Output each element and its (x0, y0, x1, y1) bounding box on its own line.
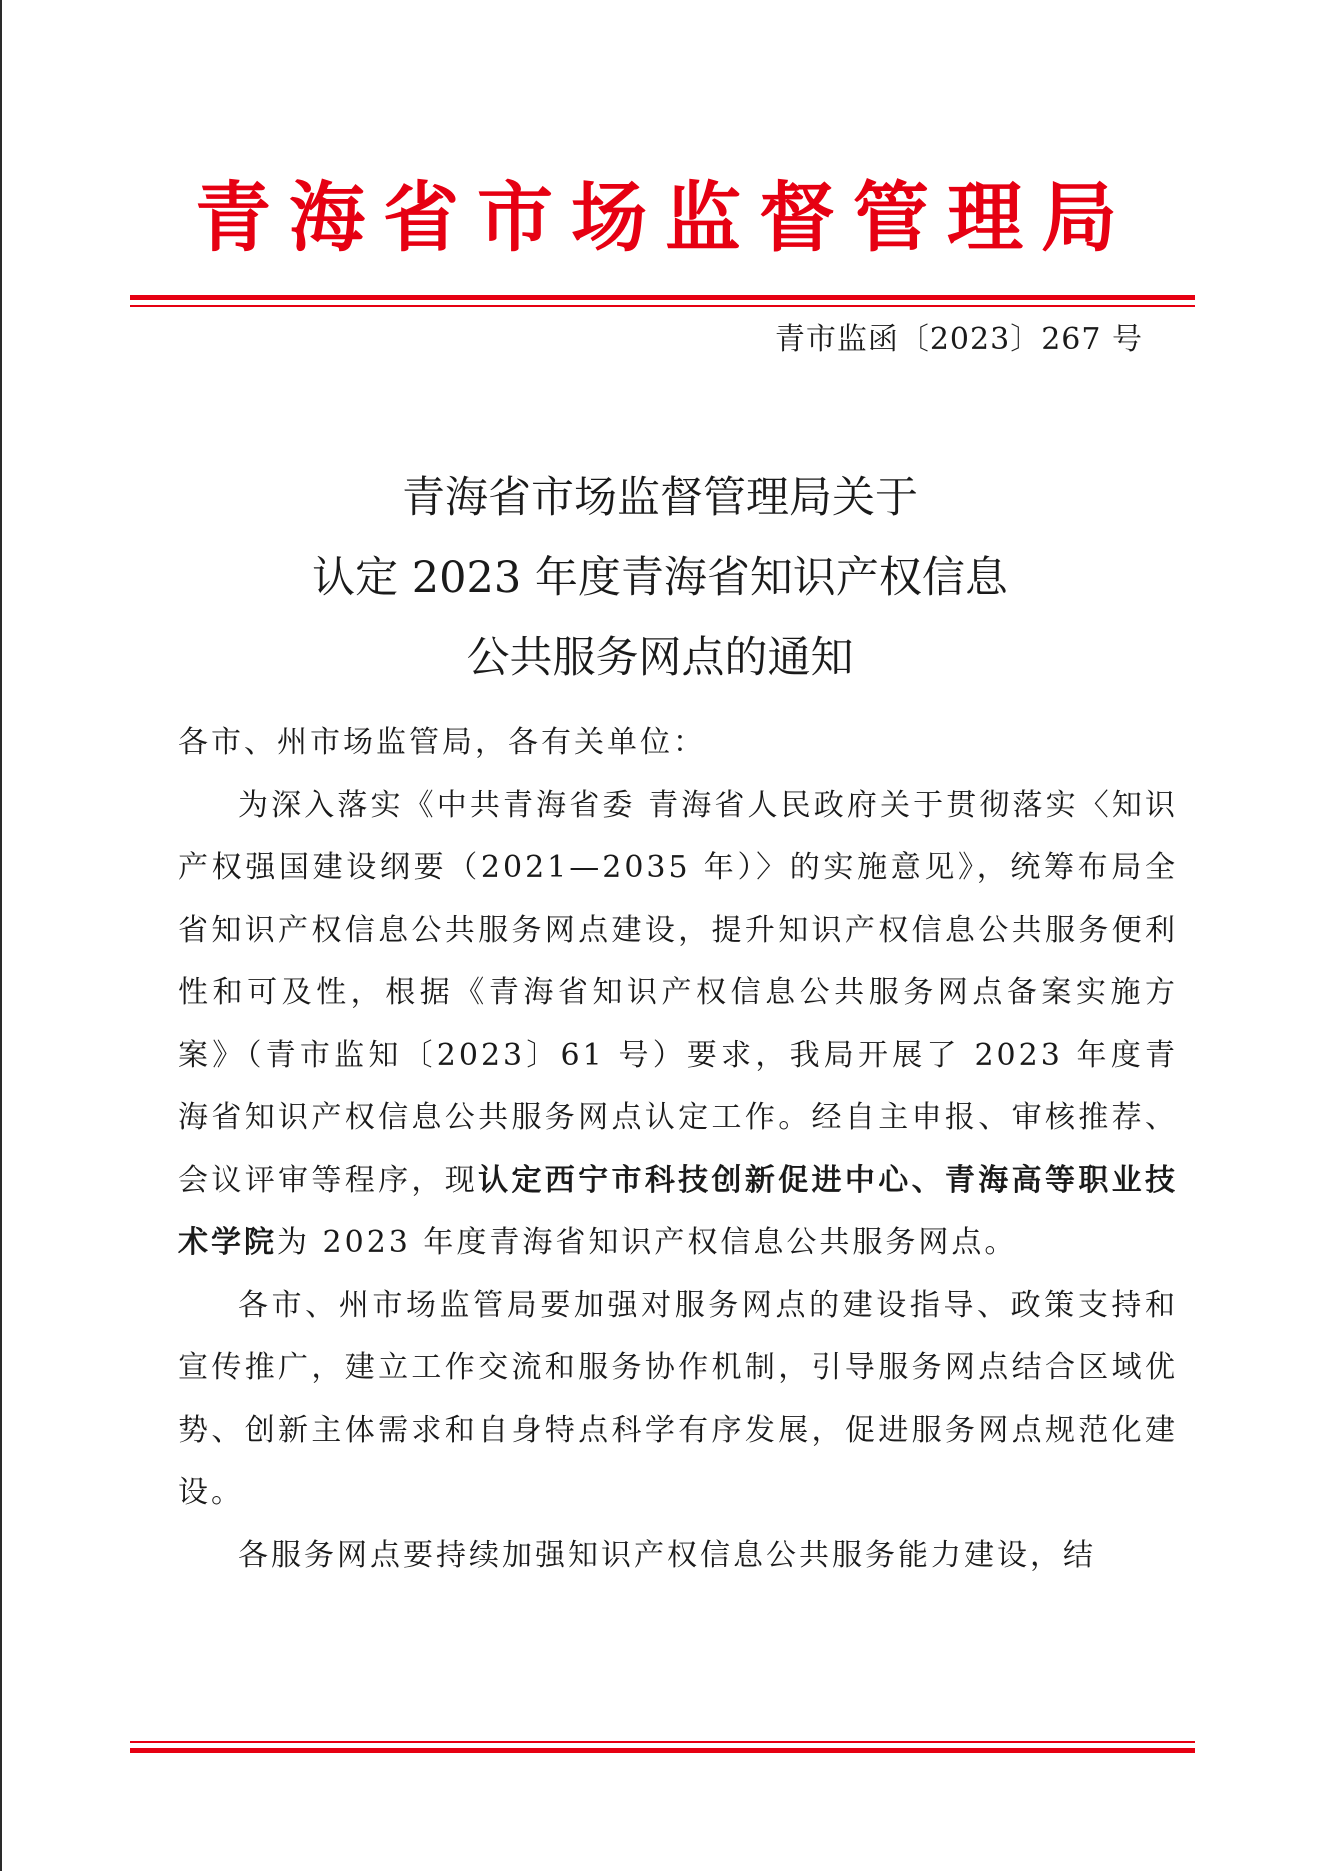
paragraph-1-text-end: 为 2023 年度青海省知识产权信息公共服务网点。 (277, 1225, 1018, 1260)
issuer-header: 青海省市场监督管理局 (195, 173, 1135, 262)
footer-rule-thick (130, 1748, 1195, 1753)
title-line-2: 认定 2023 年度青海省知识产权信息 (312, 553, 1008, 603)
paragraph-1 (178, 775, 1178, 1275)
document-number: 青市监函〔2023〕267 号 (774, 322, 1143, 357)
header-rule-thin (130, 305, 1195, 307)
paragraph-3: 各服务网点要持续加强知识产权信息公共服务能力建设，结 (238, 1537, 1096, 1573)
header-rule-thick (130, 295, 1195, 300)
document-body (178, 712, 1178, 1587)
paragraph-2: 各市、州市场监管局要加强对服务网点的建设指导、政策支持和宣传推广，建立工作交流和服务协作机制，引导服务网点结合区域优势、创新主体需求和自身特点科学有序发展，促进服务网点规范化建设。 (178, 1287, 1178, 1510)
title-line-3: 公共服务网点的通知 (466, 633, 854, 683)
salutation: 各市、州市场监管局，各有关单位： (178, 725, 706, 760)
document-title (130, 458, 1190, 698)
paragraph-1-bold-text: 认定西宁市科技创新促进中心、青海高等职业技术学院 (178, 1162, 1179, 1260)
title-line-1: 青海省市场监督管理局关于 (402, 473, 918, 523)
page-left-edge (0, 0, 2, 1871)
footer-rule-thin (130, 1741, 1195, 1743)
paragraph-1-text: 为深入落实《中共青海省委 青海省人民政府关于贯彻落实〈知识产权强国建设纲要（2021—2035 年）〉的实施意见》，统筹布局全省知识产权信息公共服务网点建设，提升知识产权信息公共服务便利性和可及性，根据《青海省知识产权信息公共服务网点备案实施方案》（青市监知〔2023〕61 号）要求，我局开展了 2023 年度青海省知识产权信息公共服务网点认定工作。经自主申报、审核推荐、会议评审等程序，现 (178, 787, 1178, 1198)
